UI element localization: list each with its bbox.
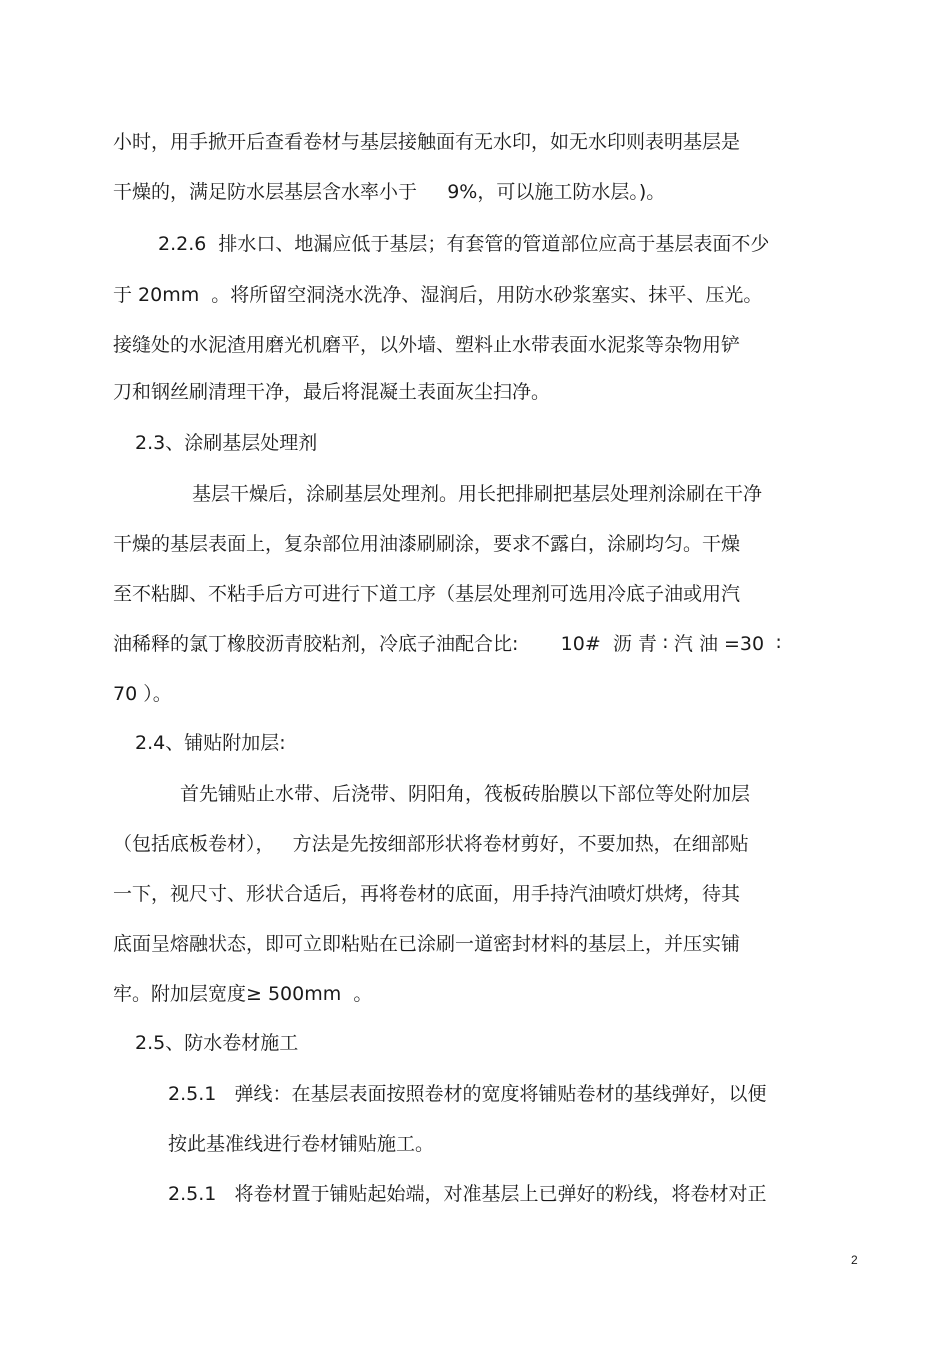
text-line: 于 20mm 。将所留空洞浇水洗净、湿润后，用防水砂浆塞实、抹平、压光。 <box>113 284 763 306</box>
text-line: 油稀释的氯丁橡胶沥青胶粘剂，冷底子油配合比: 10# 沥 青 ∶ 汽 油 =30 ∶ <box>113 633 782 655</box>
text-line: （包括底板卷材）， 方法是先按细部形状将卷材剪好，不要加热，在细部贴 <box>113 833 749 855</box>
text-line: 一下，视尺寸、形状合适后，再将卷材的底面，用手持汽油喷灯烘烤，待其 <box>113 883 741 905</box>
text-line: 首先铺贴止水带、后浇带、阴阳角，筏板砖胎膜以下部位等处附加层 <box>180 783 751 805</box>
text-line: 2.2.6 排水口、地漏应低于基层；有套管的管道部位应高于基层表面不少 <box>158 233 770 255</box>
text-line: 小时，用手掀开后查看卷材与基层接触面有无水印，如无水印则表明基层是 <box>113 131 741 153</box>
text-line: 牢。附加层宽度≥ 500mm 。 <box>113 983 373 1005</box>
page-number: 2 <box>851 1253 858 1267</box>
section-heading: 2.5、防水卷材施工 <box>135 1032 299 1054</box>
section-heading: 2.4、铺贴附加层: <box>135 732 286 754</box>
text-line: 干燥的，满足防水层基层含水率小于 9%，可以施工防水层。)。 <box>113 181 666 203</box>
text-line: 干燥的基层表面上，复杂部位用油漆刷刷涂，要求不露白，涂刷均匀。干燥 <box>113 533 741 555</box>
text-line: 底面呈熔融状态，即可立即粘贴在已涂刷一道密封材料的基层上，并压实铺 <box>113 933 741 955</box>
text-line: 70 ）。 <box>113 683 172 705</box>
text-line: 2.5.1 弹线：在基层表面按照卷材的宽度将铺贴卷材的基线弹好，以便 <box>168 1083 767 1105</box>
section-heading: 2.3、涂刷基层处理剂 <box>135 432 318 454</box>
text-line: 2.5.1 将卷材置于铺贴起始端，对准基层上已弹好的粉线，将卷材对正 <box>168 1183 767 1205</box>
text-line: 接缝处的水泥渣用磨光机磨平，以外墙、塑料止水带表面水泥浆等杂物用铲 <box>113 334 741 356</box>
text-line: 刀和钢丝刷清理干净，最后将混凝土表面灰尘扫净。 <box>113 381 551 403</box>
text-line: 至不粘脚、不粘手后方可进行下道工序（基层处理剂可选用冷底子油或用汽 <box>113 583 741 605</box>
text-line: 按此基准线进行卷材铺贴施工。 <box>168 1133 435 1155</box>
text-line: 基层干燥后，涂刷基层处理剂。用长把排刷把基层处理剂涂刷在干净 <box>192 483 763 505</box>
